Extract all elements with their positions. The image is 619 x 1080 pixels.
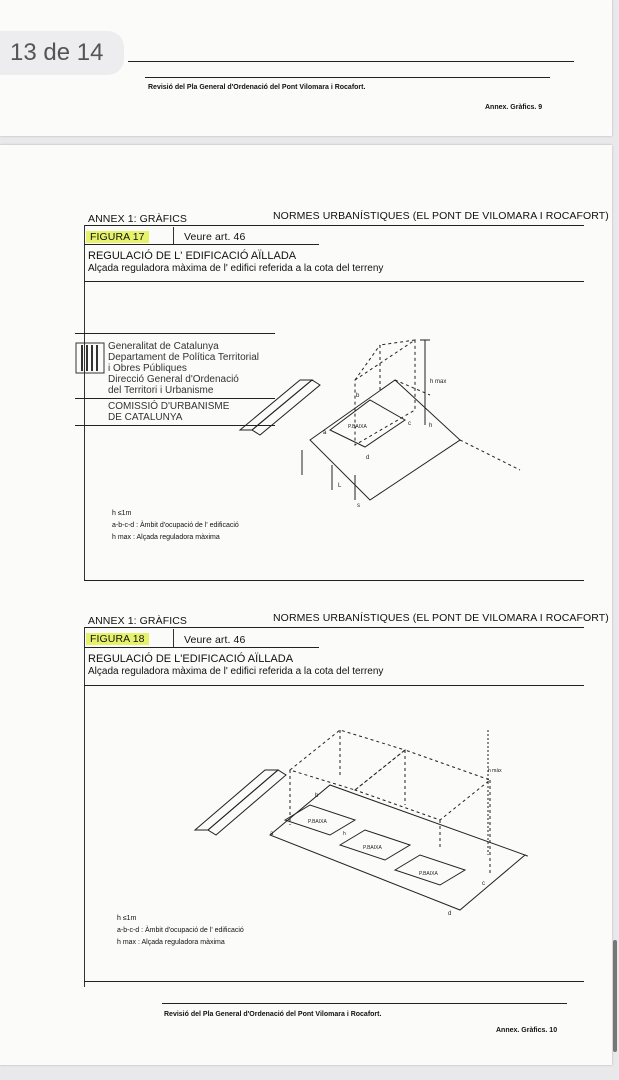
building-diagram-18 [190, 725, 530, 925]
figure-subtitle: Alçada reguladora màxima de l' edifici referida a la cota del terreny [88, 666, 384, 677]
page-counter: 13 de 14 [0, 31, 124, 75]
see-article: Veure art. 46 [184, 634, 246, 646]
figure-number: FIGURA 18 [86, 633, 149, 645]
norms-title: NORMES URBANÍSTIQUES (EL PONT DE VILOMARA I ROCAFORT) [273, 210, 609, 222]
corner-a: a [270, 831, 274, 837]
legend-item: h ≤1m [117, 915, 137, 922]
s-label: s [357, 503, 360, 509]
figure-frame-bottom [84, 981, 584, 982]
gen-line: Direcció General d'Ordenació [108, 374, 239, 385]
commission-line: COMISSIÓ D'URBANISME [108, 401, 230, 412]
figure-frame-top [84, 627, 584, 628]
legend-item: h ≤1m [112, 510, 132, 517]
pbaixa-label: P.BAIXA [419, 871, 438, 877]
legend-17 [112, 508, 239, 544]
norms-title: NORMES URBANÍSTIQUES (EL PONT DE VILOMARA I ROCAFORT) [273, 612, 609, 624]
signature-line [128, 61, 574, 62]
corner-b: b [315, 793, 319, 799]
annex-title: ANNEX 1: GRÀFICS [88, 615, 188, 627]
legend-18 [117, 913, 244, 949]
corner-a: a [323, 430, 327, 436]
legend-item: h max : Alçada reguladora màxima [117, 939, 225, 946]
figure-frame-bottom [84, 580, 584, 581]
page-label: Annex. Gràfics. 10 [496, 1027, 558, 1034]
pbaixa-label: P.BAIXA [348, 424, 367, 430]
stamp-rule-top [75, 333, 275, 334]
h-label: h [343, 831, 346, 837]
figure-frame-top [84, 225, 584, 226]
legend-item: a-b-c-d : Àmbit d'ocupació de l' edificació [117, 927, 244, 934]
annex-title: ANNEX 1: GRÀFICS [88, 213, 188, 225]
corner-d: d [448, 911, 452, 917]
footer-rule [145, 77, 550, 78]
figure-divider [173, 629, 174, 647]
gen-line: del Territori i Urbanisme [108, 385, 214, 396]
legend-item: a-b-c-d : Àmbit d'ocupació de l' edificació [112, 522, 239, 529]
pbaixa-label: P.BAIXA [363, 845, 382, 851]
see-article: Veure art. 46 [184, 231, 246, 243]
figure-header-rule [84, 281, 584, 282]
corner-b: b [356, 393, 360, 399]
corner-c: c [408, 421, 411, 427]
pbaixa-label: P.BAIXA [308, 819, 327, 825]
figure-row-line [84, 647, 319, 648]
footer-rule [162, 1003, 567, 1004]
figure-number: FIGURA 17 [86, 231, 149, 243]
l-label: L [338, 483, 342, 489]
figure-title: REGULACIÓ DE L' EDIFICACIÓ AÏLLADA [88, 250, 297, 262]
gen-line: Departament de Política Territorial [108, 352, 259, 363]
h-label: h [429, 423, 433, 429]
scrollbar-thumb[interactable] [613, 940, 617, 1052]
legend-item: h max : Alçada reguladora màxima [112, 534, 220, 541]
commission-line: DE CATALUNYA [108, 412, 183, 423]
figure-title: REGULACIÓ DE L'EDIFICACIÓ AÏLLADA [88, 653, 294, 665]
figure-frame-left [84, 627, 85, 987]
hmax-label: h max [430, 379, 447, 385]
corner-d: d [366, 455, 370, 461]
figure-frame-left [84, 225, 85, 580]
building-diagram-17 [220, 335, 540, 510]
footer-title: Revisió del Pla General d'Ordenació del Pont Vilomara i Rocafort. [148, 84, 366, 91]
gen-line: i Obres Públiques [108, 363, 187, 374]
commission-text [108, 401, 229, 423]
footer-title: Revisió del Pla General d'Ordenació del Pont Vilomara i Rocafort. [164, 1011, 382, 1018]
gen-line: Generalitat de Catalunya [108, 341, 219, 352]
figure-divider [173, 227, 174, 244]
generalitat-logo-icon [74, 341, 106, 375]
figure-header-rule [84, 685, 584, 686]
page-label: Annex. Gràfics. 9 [485, 104, 543, 111]
figure-row-line [84, 244, 319, 245]
figure-subtitle: Alçada reguladora màxima de l' edifici referida a la cota del terreny [88, 263, 384, 274]
hmax-label: h màx [488, 768, 502, 774]
corner-c: c [482, 881, 485, 887]
document-page [0, 145, 612, 1065]
